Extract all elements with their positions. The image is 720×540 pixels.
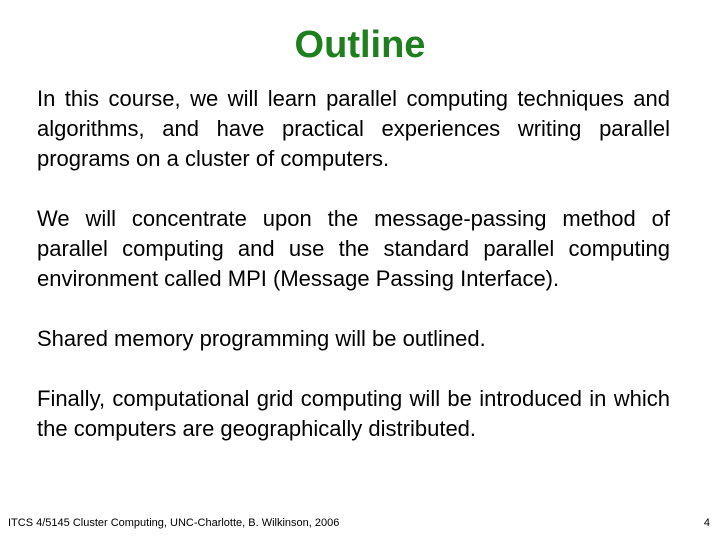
page-number: 4: [703, 517, 710, 529]
paragraph-grid-computing: Finally, computational grid computing will be introduced in which the computers are geographically distributed.: [37, 386, 670, 441]
footer-course-info: ITCS 4/5145 Cluster Computing, UNC-Charlotte, B. Wilkinson, 2006: [8, 517, 340, 529]
slide-title: Outline: [294, 24, 426, 66]
paragraph-shared-memory: Shared memory programming will be outlined.: [37, 326, 486, 351]
paragraph-message-passing: We will concentrate upon the message-passing method of parallel computing and use the standard parallel computing environment called MPI (Message Passing Interface).: [37, 206, 670, 291]
slide-body: [37, 84, 670, 444]
paragraph-course-intro: In this course, we will learn parallel computing techniques and algorithms, and have practical experiences writing parallel programs on a cluster of computers.: [37, 86, 670, 171]
